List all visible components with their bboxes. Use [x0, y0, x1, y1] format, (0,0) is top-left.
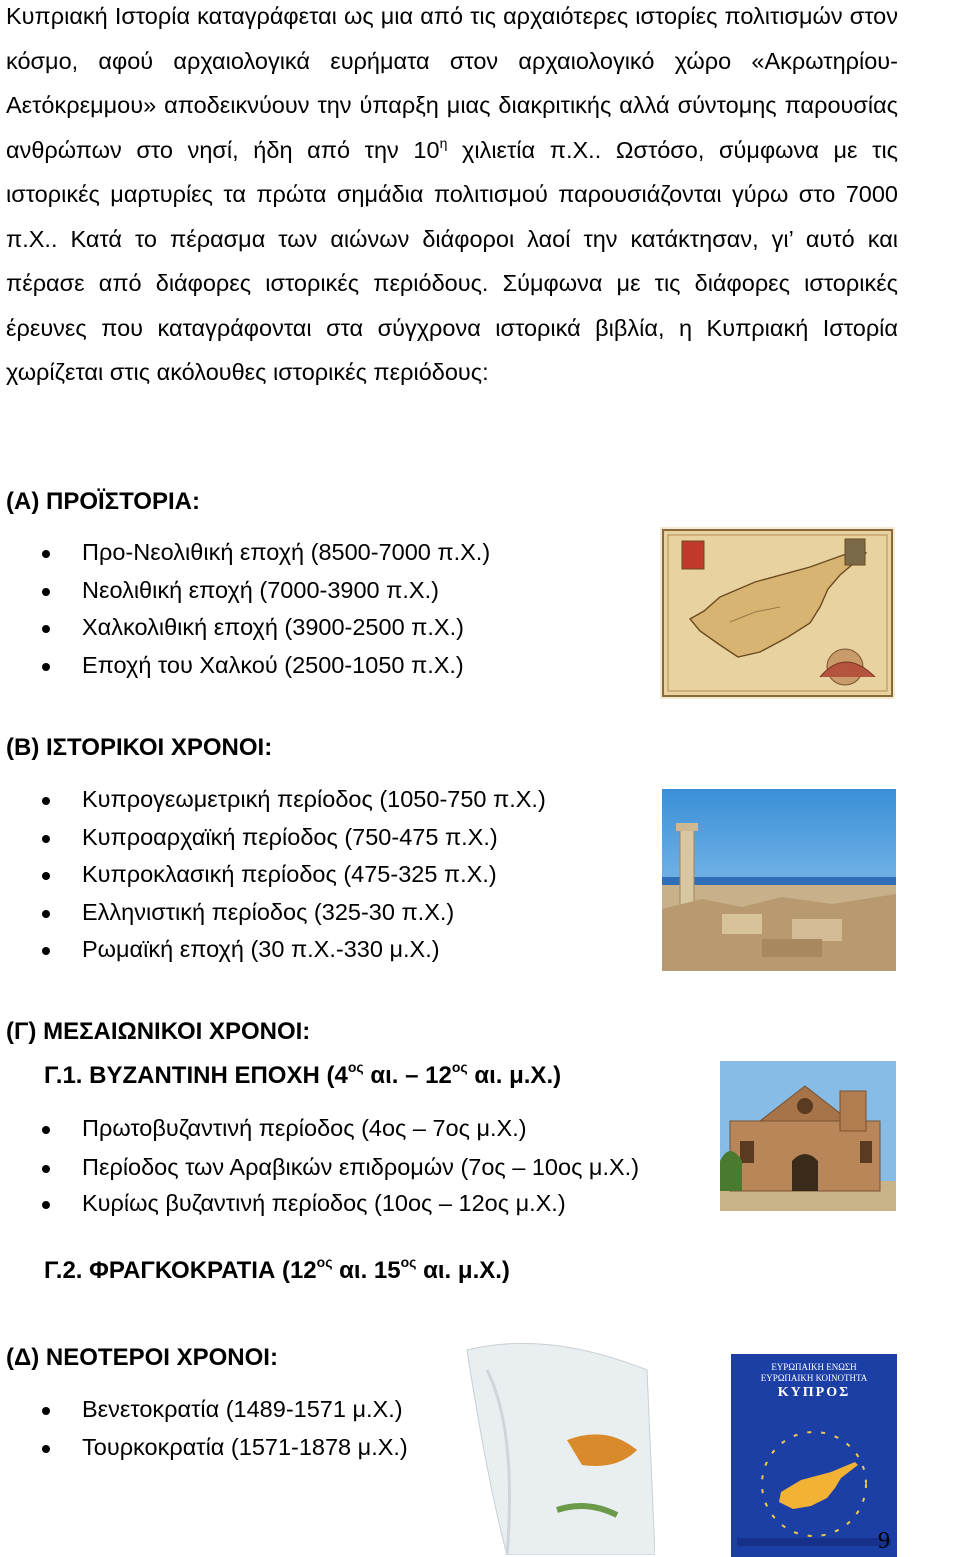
intro-text-2: χιλιετία π.Χ.. Ωστόσο, σύμφωνα με τις ιστορικές μαρτυρίες τα πρώτα σημάδια πολιτισμού παρουσιάζονται γύρω στο 7000 π.Χ.. Κατά το πέρασμα των αιώνων διάφοροι λαοί την κατάκτησαν, γι’ αυτό και πέρασε από διάφορες ιστορικές περιόδους. Σύμφωνα με τις διάφορες ιστορικές έρευνες που καταγράφονται στα σύγχρονα ιστορικά βιβλία, η Κυπριακή Ιστορία χωρίζεται στις ακόλουθες ιστορικές περιόδους:: [6, 136, 899, 385]
section-d-list: [0, 1391, 408, 1466]
list-item: Κυπροκλασική περίοδος (475-325 π.Χ.): [0, 856, 546, 894]
ancient-ruins-photo: [662, 789, 896, 971]
list-item: Πρωτοβυζαντινή περίοδος (4ος – 7ος μ.Χ.): [0, 1110, 700, 1148]
section-b-heading: (Β) ΙΣΤΟΡΙΚΟΙ ΧΡΟΝΟΙ:: [6, 734, 273, 761]
frankish-subheading: [44, 1256, 510, 1286]
book-cover-title: ΚΥΠΡΟΣ: [777, 1385, 851, 1400]
subheading-text: Γ.1. ΒΥΖΑΝΤΙΝΗ ΕΠΟΧΗ (4: [44, 1062, 348, 1089]
section-b-list: [0, 781, 546, 969]
superscript: ος: [451, 1059, 468, 1075]
section-d-heading: (Δ) ΝΕΟΤΕΡΟΙ ΧΡΟΝΟΙ:: [6, 1344, 278, 1371]
subheading-text: αι. – 12: [363, 1062, 452, 1089]
section-c-heading: (Γ) ΜΕΣΑΙΩΝΙΚΟΙ ΧΡΟΝΟΙ:: [6, 1018, 311, 1045]
list-item: Ρωμαϊκή εποχή (30 π.Χ.-330 μ.Χ.): [0, 931, 546, 969]
book-cover-emblem: [731, 1414, 897, 1554]
subheading-text: αι. μ.Χ.): [467, 1062, 562, 1089]
list-item: Κυπρογεωμετρική περίοδος (1050-750 π.Χ.): [0, 781, 546, 819]
page-number: 9: [878, 1528, 890, 1554]
intro-text-1: Κυπριακή Ιστορία καταγράφεται ως μια από τις αρχαιότερες ιστορίες πολιτισμών στον κόσμο, αφού αρχαιολογικά ευρήματα στον αρχαιολογικό χώρο «Ακρωτηρίου-Αετόκρεμμου» αποδεικνύουν την ύπαρξη μιας διακριτικής αλλά σύντομης παρουσίας ανθρώπων στο νησί, ήδη από την 10: [6, 3, 898, 163]
list-item: Περίοδος των Αραβικών επιδρομών (7ος – 10ος μ.Χ.): [0, 1152, 700, 1182]
byzantine-church-photo: [720, 1061, 896, 1211]
superscript: ος: [347, 1059, 364, 1075]
subheading-text: αι. μ.Χ.): [416, 1257, 510, 1284]
cyprus-flag-photo: [447, 1330, 655, 1555]
list-item: Βενετοκρατία (1489-1571 μ.Χ.): [0, 1391, 408, 1429]
list-item: Νεολιθική εποχή (7000-3900 π.Χ.): [0, 572, 490, 610]
byzantine-subheading: [44, 1061, 561, 1091]
list-item: Κυπροαρχαϊκή περίοδος (750-475 π.Χ.): [0, 819, 546, 857]
cyprus-old-map-image: [660, 527, 895, 699]
section-a-heading: (Α) ΠΡΟΪΣΤΟΡΙΑ:: [6, 488, 200, 515]
superscript: ος: [400, 1254, 417, 1270]
eu-cyprus-book-cover: [731, 1354, 897, 1557]
intro-superscript: η: [439, 134, 448, 151]
list-item: Προ-Νεολιθική εποχή (8500-7000 π.Χ.): [0, 534, 490, 572]
section-a-list: [0, 534, 490, 684]
list-item: Ελληνιστική περίοδος (325-30 π.Χ.): [0, 894, 546, 932]
list-item: Τουρκοκρατία (1571-1878 μ.Χ.): [0, 1429, 408, 1467]
list-item: Χαλκολιθική εποχή (3900-2500 π.Χ.): [0, 609, 490, 647]
subheading-text: Γ.2. ΦΡΑΓΚΟΚΡΑΤΙΑ (12: [44, 1257, 317, 1284]
list-item: Εποχή του Χαλκού (2500-1050 π.Χ.): [0, 647, 490, 685]
subheading-text: αι. 15: [332, 1257, 401, 1284]
superscript: ος: [316, 1254, 333, 1270]
section-c-list: [0, 1110, 700, 1222]
book-cover-line-2: ΕΥΡΩΠΑΙΚΗ ΚΟΙΝΟΤΗΤΑ: [760, 1373, 868, 1383]
intro-paragraph: [6, 0, 898, 395]
book-cover-line-1: ΕΥΡΩΠΑΙΚΗ ΕΝΩΣΗ: [771, 1362, 857, 1372]
list-item: Κυρίως βυζαντινή περίοδος (10ος – 12ος μ.Χ.): [0, 1185, 700, 1223]
